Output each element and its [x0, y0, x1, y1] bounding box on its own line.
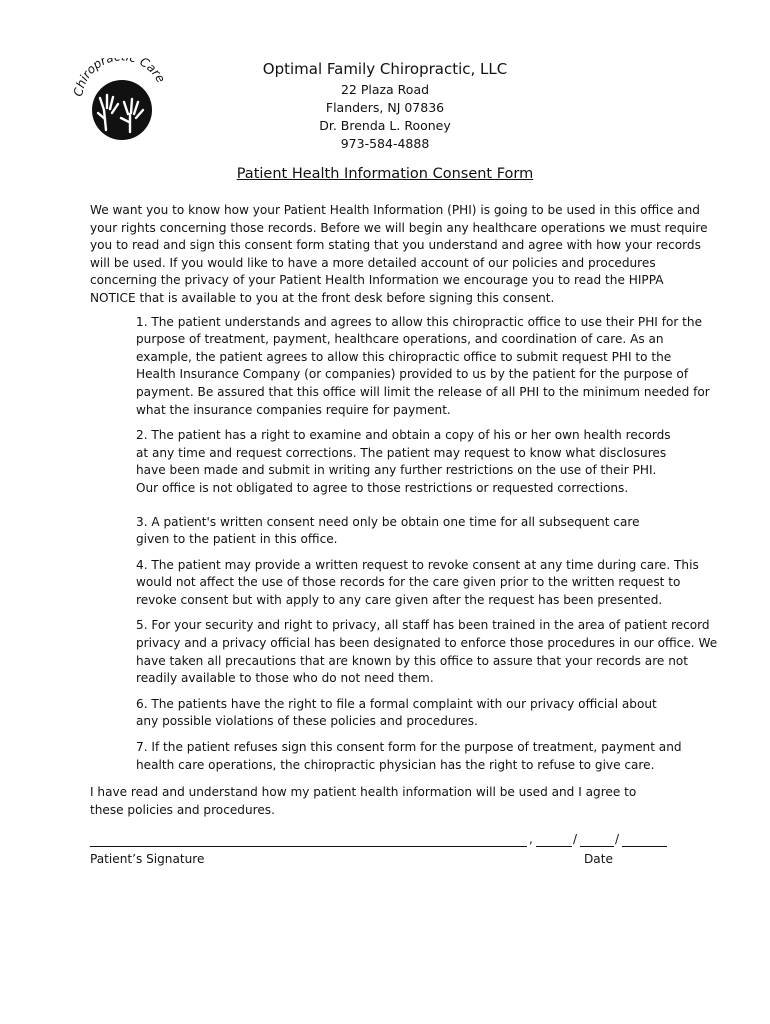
date-year-field[interactable]: [622, 832, 667, 847]
form-title: Patient Health Information Consent Form: [236, 166, 534, 182]
patient-signature-label: Patient’s Signature: [90, 852, 205, 866]
date-slash-2: /: [615, 832, 620, 846]
doctor-name: Dr. Brenda L. Rooney: [319, 118, 451, 133]
consent-item-7: 7. If the patient refuses sign this consent form for the purpose of treatment, payment and health care operations, the chiropractic physician has the right to refuse to give care.: [136, 740, 682, 772]
signature-comma: ,: [529, 832, 533, 846]
date-label: Date: [584, 852, 613, 866]
form-body: [90, 202, 720, 819]
consent-items: [90, 314, 720, 775]
consent-item-3: 3. A patient's written consent need only be obtain one time for all subsequent care given to the patient in this office.: [136, 514, 640, 547]
address-line-1: 22 Plaza Road: [340, 82, 430, 97]
consent-item-6: 6. The patients have the right to file a formal complaint with our privacy official about any possible violations of these policies and procedures.: [136, 696, 657, 729]
signature-line[interactable]: [90, 832, 527, 847]
intro-paragraph: We want you to know how your Patient Health Information (PHI) is going to be used in this office and your rights concerning those records. Before we will begin any healthcare operations we must require you to read and sign this consent form stating that you understand and agree with how your records will be used. If you would like to have a more detailed account of our policies and procedures concerning the privacy of your Patient Health Information we encourage you to read the HIPPA NOTICE that is available to you at the front desk before signing this consent.: [90, 203, 708, 305]
consent-item-4: 4. The patient may provide a written request to revoke consent at any time during care. This would not affect the use of those records for the care given prior to the written request to revoke consent but with apply to any care given after the request has been presented.: [136, 557, 699, 607]
signature-area: [90, 832, 680, 872]
closing-statement: I have read and understand how my patient health information will be used and I agree to these policies and procedures.: [90, 785, 637, 817]
consent-item-1: 1. The patient understands and agrees to allow this chiropractic office to use their PHI for the purpose of treatment, payment, healthcare operations, and coordination of care. As an example, the patient agrees to allow this chiropractic office to submit request PHI to the Health Insurance Company (or companies) provided to us by the patient for the purpose of payment. Be assured that this office will limit the release of all PHI to the minimum needed for what the insurance companies require for payment.: [136, 314, 710, 417]
address-line-2: Flanders, NJ 07836: [325, 100, 445, 115]
consent-item-2: 2. The patient has a right to examine and obtain a copy of his or her own health records at any time and request corrections. The patient may request to know what disclosures have been made and submit in writing any further restrictions on the use of their PHI. Our office is not obligated to agree to those restrictions or requested corrections.: [136, 428, 671, 495]
phone-number: 973-584-4888: [340, 136, 430, 151]
date-slash-1: /: [573, 832, 578, 846]
practice-header: [0, 60, 770, 153]
practice-name: Optimal Family Chiropractic, LLC: [262, 60, 508, 78]
logo-text: Chiropra Care: [71, 58, 168, 98]
consent-item-5: 5. For your security and right to privacy, all staff has been trained in the area of patient record privacy and a privacy official has been designated to enforce those procedures in our office. We have taken all precautions that are known by this office to assure that your records are not readily available to those who do not need them.: [136, 618, 718, 686]
date-month-field[interactable]: [536, 832, 572, 847]
date-day-field[interactable]: [580, 832, 614, 847]
